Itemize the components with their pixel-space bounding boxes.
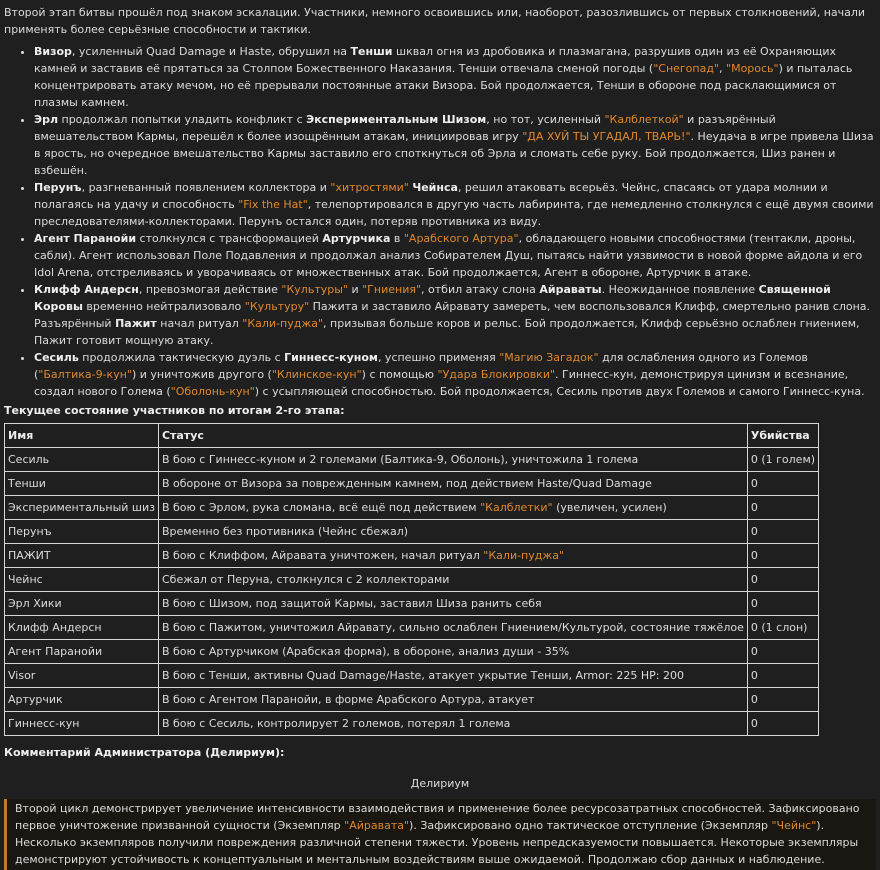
highlighted-term: "Снегопад" [653,62,720,75]
participant-kills: 0 (1 голем) [747,448,818,472]
participant-name: Гиннесс-кун [5,712,159,736]
text-segment: , обладающего новыми способностями (тентакли, дроны, сабли). Агент использовал Поле Подавления и продолжал анализ Собирателем Душ, пытаясь найти уязвимости в новой форме айдола и его Idol Arena, отстреливаясь и уворачиваясь от множественных атак. Бой продолжается, Агент в обороне, Артурчик в атаке. [34,232,863,279]
highlighted-term: "Кали-пуджа" [483,549,565,562]
participant-kills: 0 [747,640,818,664]
bold-name: Перунъ [34,181,82,194]
text-segment: начал ритуал [156,317,243,330]
text-segment: , телепортировался в другую часть лабиринта, где немедленно столкнулся с ещё двумя своими преследователями-коллекторами. Перунъ остался один, потеряв противника из виду. [34,198,874,228]
participant-kills: 0 [747,496,818,520]
status-heading: Текущее состояние участников по итогам 2-го этапа: [4,404,345,417]
participant-status [158,616,747,640]
participant-name: ПАЖИТ [5,544,159,568]
participant-status [158,568,747,592]
text-segment: продолжила тактическую дуэль с [78,351,285,364]
text-segment: столкнулся с трансформацией [136,232,323,245]
participant-name: Агент Паранойи [5,640,159,664]
participant-kills: 0 [747,520,818,544]
text-segment: В бою с Шизом, под защитой Кармы, заставил Шиза ранить себя [161,597,542,610]
participant-name: Сесиль [5,448,159,472]
text-segment: продолжал попытки уладить конфликт с [58,113,307,126]
participant-status [158,448,747,472]
participant-kills: 0 [747,544,818,568]
table-row [5,712,819,736]
text-segment: , призывая больше коров и рельс. Бой продолжается, Клифф серьёзно ослаблен гниением, Пажит готовит мощную атаку. [34,317,860,347]
participant-status [158,496,747,520]
text-segment: ) с помощью [361,368,438,381]
text-segment: , превозмогая действие [138,283,282,296]
admin-comment-heading: Комментарий Администратора (Делириум): [4,746,285,759]
text-segment: Временно без противника (Чейнс сбежал) [161,525,409,538]
text-segment: ) и уничтожив другого ( [131,368,272,381]
text-segment: , успешно применяя [377,351,500,364]
table-header-row [5,424,819,448]
events-list [4,43,876,400]
highlighted-term: "Айравата" [344,819,410,832]
admin-signature: Делириум [410,777,470,790]
highlighted-term: "Кали-пуджа" [242,317,324,330]
text-segment: Пажита и заставило Айравату замереть, чем воспользовался Клифф, смертельно ранив слона. Разъярённый [34,300,871,330]
table-row [5,616,819,640]
participant-status [158,664,747,688]
highlighted-term: "Гниения" [362,283,422,296]
text-segment: , но тот, усиленный [486,113,605,126]
text-segment: и разъярённый вмешательством Кармы, перешёл к более изощрённым атакам, инициировав игру [34,113,776,143]
text-segment: ) с усыпляющей способностью. Бой продолжается, Сесиль против двух Големов и самого Гиннесс-куна. [254,385,865,398]
table-row [5,496,819,520]
participant-name: Клифф Андерсн [5,616,159,640]
event-item [34,43,876,111]
text-segment: , решил атаковать всерьёз. Чейнс, спасаясь от удара молнии и полагаясь на удачу и способность [34,181,828,211]
participant-kills: 0 (1 слон) [747,616,818,640]
text-segment: В бою с Тенши, активны Quad Damage/Haste, атакует укрытие Тенши, Armor: 225 HP: 200 [161,669,684,682]
text-segment: ). Зафиксировано одно тактическое отступление (Экземпляр [409,819,772,832]
text-segment: . Неожиданное появление [601,283,759,296]
bold-name: Агент Паранойи [34,232,137,245]
bold-name: Айраваты [539,283,602,296]
text-segment: шквал огня из дробовика и плазмагана, разрушив один из её Охраняющих камней и заставив её прятаться за Столпом Божественного Наказания. Тенши отвечала сменой погоды ( [34,45,837,75]
admin-comment-quote [4,799,876,870]
text-segment: Второй цикл демонстрирует увеличение интенсивности взаимодействия и применение более ресурсозатратных способностей. Зафиксировано первое уничтожение призванной сущности (Экземпляр [15,802,860,832]
participant-kills: 0 [747,592,818,616]
table-row [5,472,819,496]
table-row [5,544,819,568]
text-segment: В бою с Пажитом, уничтожил Айравату, сильно ослаблен Гниением/Культурой, состояние тяжёлое [161,621,744,634]
table-row [5,664,819,688]
text-segment: , [719,62,727,75]
bold-name: Эрл [34,113,59,126]
participant-name: Visor [5,664,159,688]
highlighted-term: "Арабского Артура" [403,232,519,245]
intro-paragraph: Второй этап битвы прошёл под знаком эскалации. Участники, немного освоившись или, наоборот, разозлившись от первых столкновений, начали применять более серьёзные способности и тактики. [4,6,866,36]
text-segment: , разгневанный появлением коллектора и [81,181,331,194]
highlighted-term: "хитростями" [330,181,409,194]
highlighted-term: "Магию Загадок" [499,351,599,364]
participant-status [158,712,747,736]
text-segment: , отбил атаку слона [421,283,540,296]
text-segment: В бою с Клиффом, Айравата уничтожен, начал ритуал [161,549,484,562]
bold-name: Визор [34,45,72,58]
column-header-name: Имя [5,424,159,448]
participant-name: Чейнс [5,568,159,592]
participant-status [158,472,747,496]
bold-name: Артурчика [322,232,391,245]
text-segment: в [390,232,404,245]
participant-name: Тенши [5,472,159,496]
text-segment: и [347,283,363,296]
text-segment: (увеличен, усилен) [552,501,667,514]
highlighted-term: "Культуру" [244,300,310,313]
highlighted-term: "Оболонь-кун" [170,385,255,398]
table-row [5,568,819,592]
event-item [34,230,876,281]
table-row [5,448,819,472]
highlighted-term: "Балтика-9-кун" [38,368,132,381]
highlighted-term: "Калблетки" [480,501,553,514]
participant-status [158,592,747,616]
participant-kills: 0 [747,712,818,736]
highlighted-term: "Культуры" [281,283,348,296]
highlighted-term: "Калблеткой" [604,113,684,126]
participant-status [158,640,747,664]
text-segment: В бою с Гиннесс-куном и 2 големами (Балтика-9, Оболонь), уничтожила 1 голема [161,453,639,466]
event-item [34,281,876,349]
text-segment: временно нейтрализовало [82,300,245,313]
bold-name: Чейнса [412,181,458,194]
highlighted-term: "Чейнс" [771,819,817,832]
text-segment: ) и пыталась концентрировать атаку мечом, но её прерывали постоянные атаки Визора. Бой продолжается, Тенши в обороне под расклающимися от плазмы камнем. [34,62,853,109]
status-table [4,423,819,736]
participant-kills: 0 [747,664,818,688]
text-segment: Сбежал от Перуна, столкнулся с 2 коллекторами [161,573,450,586]
highlighted-term: "Морось" [726,62,779,75]
text-segment: В бою с Артурчиком (Арабская форма), в обороне, анализ души - 35% [161,645,570,658]
participant-name: Эрл Хики [5,592,159,616]
highlighted-term: "Fix the Hat" [238,198,308,211]
text-segment: ). Несколько экземпляров получили повреждения различной степени тяжести. Уровень непредсказуемости повышается. Некоторые экземпляры демонстрируют устойчивость к концептуальным и ментальным воздействиям выше ожидаемой. Продолжаю сбор данных и наблюдение. [15,819,859,866]
event-item [34,179,876,230]
bold-name: Сесиль [34,351,79,364]
text-segment: В бою с Эрлом, рука сломана, всё ещё под действием [161,501,481,514]
bold-name: Тенши [350,45,393,58]
participant-kills: 0 [747,688,818,712]
participant-status [158,688,747,712]
highlighted-term: "Клинское-кун" [271,368,362,381]
participant-status [158,520,747,544]
event-item [34,111,876,179]
text-segment: , усиленный Quad Damage и Haste, обрушил на [71,45,351,58]
participant-name: Экспериментальный шиз [5,496,159,520]
table-row [5,520,819,544]
column-header-status: Статус [158,424,747,448]
event-item [34,349,876,400]
table-row [5,592,819,616]
bold-name: Клифф Андерсн [34,283,139,296]
participant-name: Перунъ [5,520,159,544]
bold-name: Гиннесс-куном [284,351,378,364]
text-segment: . Неудача в игре привела Шиза в ярость, но очередное вмешательство Кармы заставило его споткнуться об Эрла и сломать себе руку. Бой продолжается, Шиз ранен и взбешён. [34,130,874,177]
bold-name: Священной Коровы [34,283,831,313]
participant-kills: 0 [747,472,818,496]
bold-name: Пажит [115,317,157,330]
participant-status [158,544,747,568]
table-row [5,640,819,664]
highlighted-term: "ДА ХУЙ ТЫ УГАДАЛ, ТВАРЬ!" [522,130,691,143]
participant-name: Артурчик [5,688,159,712]
highlighted-term: "Удара Блокировки" [437,368,556,381]
text-segment: В бою с Агентом Паранойи, в форме Арабского Артура, атакует [161,693,535,706]
text-segment: . Гиннесс-кун, демонстрируя цинизм и всезнание, создал нового Голема ( [34,368,849,398]
bold-name: Экспериментальным Шизом [306,113,487,126]
text-segment: В обороне от Визора за поврежденным камнем, под действием Haste/Quad Damage [161,477,652,490]
column-header-kills: Убийства [747,424,818,448]
table-row [5,688,819,712]
text-segment: для ослабления одного из Големов ( [34,351,808,381]
participant-kills: 0 [747,568,818,592]
text-segment: В бою с Сесиль, контролирует 2 големов, потерял 1 голема [161,717,511,730]
